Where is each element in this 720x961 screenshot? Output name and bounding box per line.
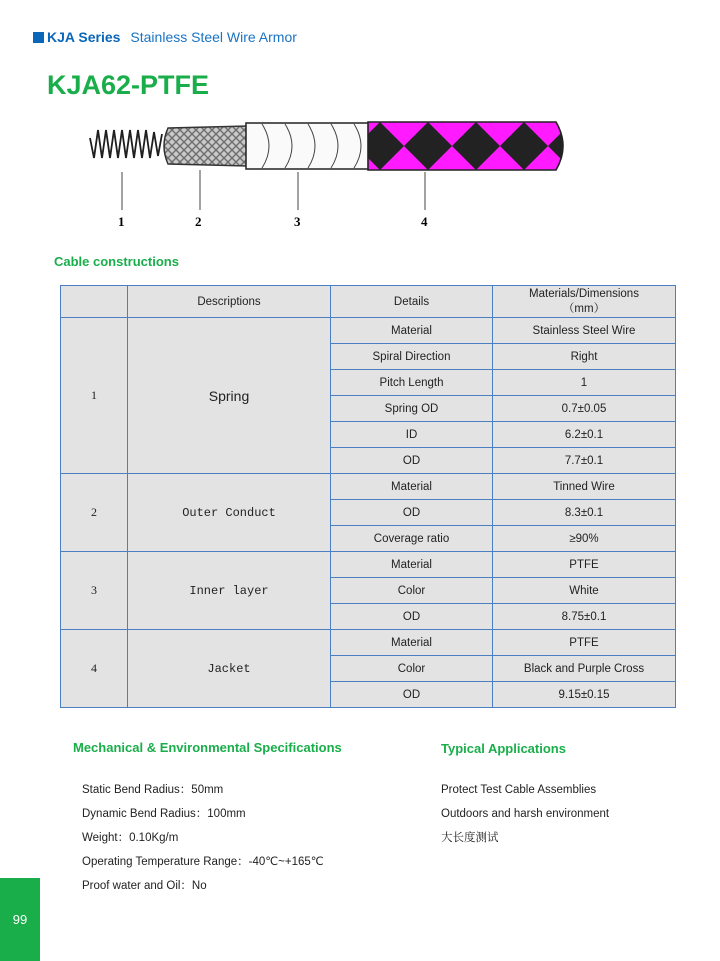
value-cell: 0.7±0.05 bbox=[493, 396, 676, 422]
ptfe-inner-layer bbox=[246, 123, 370, 169]
detail-cell: OD bbox=[331, 500, 493, 526]
detail-cell: Material bbox=[331, 474, 493, 500]
value-cell: White bbox=[493, 578, 676, 604]
detail-cell: Spring OD bbox=[331, 396, 493, 422]
header-details: Details bbox=[331, 286, 493, 318]
detail-cell: Pitch Length bbox=[331, 370, 493, 396]
cable-constructions-heading: Cable constructions bbox=[54, 254, 179, 269]
diagram-label-2: 2 bbox=[195, 214, 202, 229]
mechanical-specs-list bbox=[82, 778, 324, 898]
group-number: 2 bbox=[61, 474, 128, 552]
detail-cell: Color bbox=[331, 578, 493, 604]
mechanical-specs-heading: Mechanical & Environmental Specifications bbox=[73, 740, 342, 755]
list-item: 大长度测试 bbox=[441, 832, 499, 844]
table-row bbox=[61, 474, 676, 500]
series-name: KJA Series bbox=[47, 29, 121, 45]
header-materials-line1: Materials/Dimensions bbox=[529, 287, 639, 300]
list-item: Static Bend Radius：50mm bbox=[82, 784, 224, 796]
table-row bbox=[61, 318, 676, 344]
value-cell: 7.7±0.1 bbox=[493, 448, 676, 474]
header-materials-line2: （mm） bbox=[562, 302, 606, 315]
detail-cell: OD bbox=[331, 604, 493, 630]
group-number: 3 bbox=[61, 552, 128, 630]
construction-table bbox=[60, 285, 676, 708]
value-cell: PTFE bbox=[493, 552, 676, 578]
detail-cell: Coverage ratio bbox=[331, 526, 493, 552]
group-name: Jacket bbox=[128, 630, 331, 708]
list-item: Protect Test Cable Assemblies bbox=[441, 784, 597, 796]
header-materials bbox=[493, 286, 676, 318]
value-cell: PTFE bbox=[493, 630, 676, 656]
list-item: Dynamic Bend Radius：100mm bbox=[82, 808, 246, 820]
value-cell: 9.15±0.15 bbox=[493, 682, 676, 708]
applications-list bbox=[441, 778, 609, 850]
detail-cell: Material bbox=[331, 318, 493, 344]
detail-cell: Color bbox=[331, 656, 493, 682]
diagram-label-1: 1 bbox=[118, 214, 125, 229]
detail-cell: OD bbox=[331, 448, 493, 474]
list-item: Weight：0.10Kg/m bbox=[82, 832, 179, 844]
list-item: Proof water and Oil：No bbox=[82, 880, 207, 892]
value-cell: 1 bbox=[493, 370, 676, 396]
group-number: 1 bbox=[61, 318, 128, 474]
braided-conductor bbox=[164, 126, 248, 166]
value-cell: Tinned Wire bbox=[493, 474, 676, 500]
diagram-label-4: 4 bbox=[421, 214, 428, 229]
typical-applications-heading: Typical Applications bbox=[441, 741, 566, 756]
value-cell: Stainless Steel Wire bbox=[493, 318, 676, 344]
table-row bbox=[61, 552, 676, 578]
group-name: Spring bbox=[128, 318, 331, 474]
detail-cell: Material bbox=[331, 552, 493, 578]
value-cell: 8.3±0.1 bbox=[493, 500, 676, 526]
cable-structure-diagram bbox=[80, 110, 580, 235]
value-cell: 6.2±0.1 bbox=[493, 422, 676, 448]
page-number: 99 bbox=[12, 912, 28, 927]
detail-cell: Spiral Direction bbox=[331, 344, 493, 370]
value-cell: 8.75±0.1 bbox=[493, 604, 676, 630]
jacket-layer bbox=[356, 122, 580, 170]
header-descriptions: Descriptions bbox=[128, 286, 331, 318]
value-cell: ≥90% bbox=[493, 526, 676, 552]
group-name: Inner layer bbox=[128, 552, 331, 630]
group-number: 4 bbox=[61, 630, 128, 708]
value-cell: Black and Purple Cross bbox=[493, 656, 676, 682]
spring-wire bbox=[90, 130, 162, 158]
table-row bbox=[61, 630, 676, 656]
list-item: Operating Temperature Range：-40℃~+165℃ bbox=[82, 856, 324, 868]
series-square-icon bbox=[33, 32, 44, 43]
group-name: Outer Conduct bbox=[128, 474, 331, 552]
detail-cell: OD bbox=[331, 682, 493, 708]
detail-cell: ID bbox=[331, 422, 493, 448]
header-no-cell bbox=[61, 286, 128, 318]
diagram-label-3: 3 bbox=[294, 214, 301, 229]
page-number-tab bbox=[0, 878, 40, 961]
product-title: KJA62-PTFE bbox=[47, 70, 210, 100]
list-item: Outdoors and harsh environment bbox=[441, 808, 610, 820]
detail-cell: Material bbox=[331, 630, 493, 656]
series-subtitle: Stainless Steel Wire Armor bbox=[130, 29, 297, 45]
series-header bbox=[33, 29, 297, 45]
value-cell: Right bbox=[493, 344, 676, 370]
table-header-row bbox=[61, 286, 676, 318]
